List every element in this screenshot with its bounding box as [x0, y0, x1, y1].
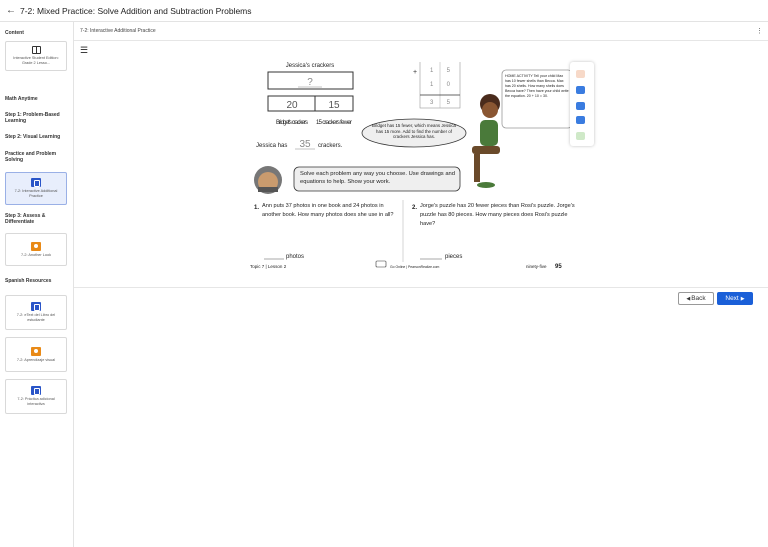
instruction-text-box	[300, 170, 456, 190]
menu-icon[interactable]: ☰	[80, 45, 89, 55]
column-digits-bottom: 3 5	[430, 100, 450, 106]
column-digits-mid: 1 0	[430, 82, 450, 88]
document-icon	[31, 302, 41, 311]
girl-character	[472, 94, 500, 188]
pen-icon[interactable]	[576, 132, 585, 140]
tools-panel	[570, 62, 594, 146]
question-1-text: Ann puts 37 photos in one book and 24 photos in another book. How many photos does she use in all?	[262, 203, 394, 218]
section-heading-step3: Step 3: Assess & Differentiate	[5, 213, 46, 225]
section-heading-math-anytime: Math Anytime	[5, 96, 38, 102]
back-button[interactable]: ◀ Back	[678, 292, 714, 305]
video-icon	[31, 242, 41, 251]
column-digits-top: 1 5	[430, 68, 450, 74]
label-jessica-crackers: Jessica's crackers	[285, 63, 335, 69]
label-bridget-crackers: Bridget's crackers	[276, 120, 308, 126]
content-divider	[74, 287, 768, 288]
label-jessica-has: Jessica has	[256, 143, 288, 149]
card-etext-libro[interactable]: 7-2: eText del Libro del estudiante	[5, 295, 67, 330]
column-plus-sign: +	[412, 69, 418, 76]
divider	[74, 40, 768, 41]
footer-page-number: 95	[555, 264, 562, 270]
home-activity-text-box	[505, 74, 569, 126]
bookmark-icon[interactable]	[576, 116, 585, 124]
section-heading-spanish: Spanish Resources	[5, 278, 52, 284]
card-aprendizaje-visual[interactable]: 7-2: Aprendizaje visual	[5, 337, 67, 372]
sidebar	[0, 22, 74, 547]
more-options-icon[interactable]: ⋮	[756, 28, 763, 35]
chevron-right-icon: ▶	[740, 295, 745, 302]
footer-go-online: Go Online | PearsonRealize.com	[390, 265, 440, 269]
speech-bubble-text: Bridget has 15 fewer, which means Jessica has 15 more. Add to find the number of crackers Jessica has.	[372, 123, 456, 140]
notes-icon[interactable]	[576, 86, 585, 94]
boy-character	[254, 166, 282, 194]
answer-35: 35	[299, 139, 311, 150]
section-heading-practice: Practice and Problem Solving	[5, 151, 57, 163]
section-heading-step2: Step 2: Visual Learning	[5, 134, 61, 140]
label-fifteen-fewer: 15 crackers fewer	[316, 120, 352, 126]
next-button[interactable]: Next ▶	[717, 292, 753, 305]
unit-photos: photos	[286, 254, 305, 260]
instruction-text: Solve each problem any way you choose. Use drawings and equations to help. Show your work.	[300, 171, 455, 185]
top-bar	[0, 0, 768, 22]
label-crackers-word: crackers.	[318, 143, 343, 149]
chevron-left-icon: ◀	[686, 295, 691, 302]
section-heading-step1: Step 1: Problem-Based Learning	[5, 112, 60, 124]
worksheet-svg	[248, 62, 578, 276]
zoom-icon[interactable]	[576, 102, 585, 110]
value-15: 15	[328, 100, 340, 111]
question-2-text: Jorge's puzzle has 20 fewer pieces than Rosi's puzzle. Jorge's puzzle has 80 pieces. How many pieces does Rosi's puzzle have?	[420, 203, 575, 227]
back-arrow-icon[interactable]: ←	[6, 5, 16, 16]
question-1-box	[262, 202, 400, 232]
card-interactive-additional-practice[interactable]: 7-2: Interactive Additional Practice	[5, 172, 67, 205]
highlighter-icon[interactable]	[576, 70, 585, 78]
book-icon	[32, 46, 41, 54]
home-activity-text: HOME ACTIVITY Tell your child Max has 10 fewer shells than Becca. Max has 20 shells. How many shells does Becca have? Then have your child write the equation. 20 + 10 = 30.	[505, 74, 569, 98]
worksheet-page	[248, 62, 578, 276]
card-practica-adicional[interactable]: 7-2: Práctica adicional interactiva	[5, 379, 67, 414]
footer-topic-lesson: Topic 7 | Lesson 2	[250, 264, 287, 269]
content-title: 7-2: Interactive Additional Practice	[80, 28, 156, 34]
question-2-number: 2.	[412, 205, 418, 211]
video-icon	[31, 347, 41, 356]
question-1-number: 1.	[254, 205, 260, 211]
unit-pieces: pieces	[445, 254, 463, 260]
section-heading-content: Content	[5, 30, 24, 36]
value-20: 20	[286, 100, 298, 111]
footer-ninety-five: ninety-five	[526, 264, 547, 269]
question-2-box	[420, 202, 575, 232]
card-interactive-student-edition[interactable]: Interactive Student Edition: Grade 2 Lesso...	[5, 41, 67, 71]
unknown-question-mark: ?	[307, 77, 313, 88]
document-icon	[31, 178, 41, 187]
page-title: 7-2: Mixed Practice: Solve Addition and Subtraction Problems	[20, 5, 252, 16]
speech-bubble-text-box	[370, 123, 458, 145]
computer-icon	[376, 261, 386, 267]
document-icon	[31, 386, 41, 395]
card-another-look[interactable]: 7-2: Another Look	[5, 233, 67, 266]
